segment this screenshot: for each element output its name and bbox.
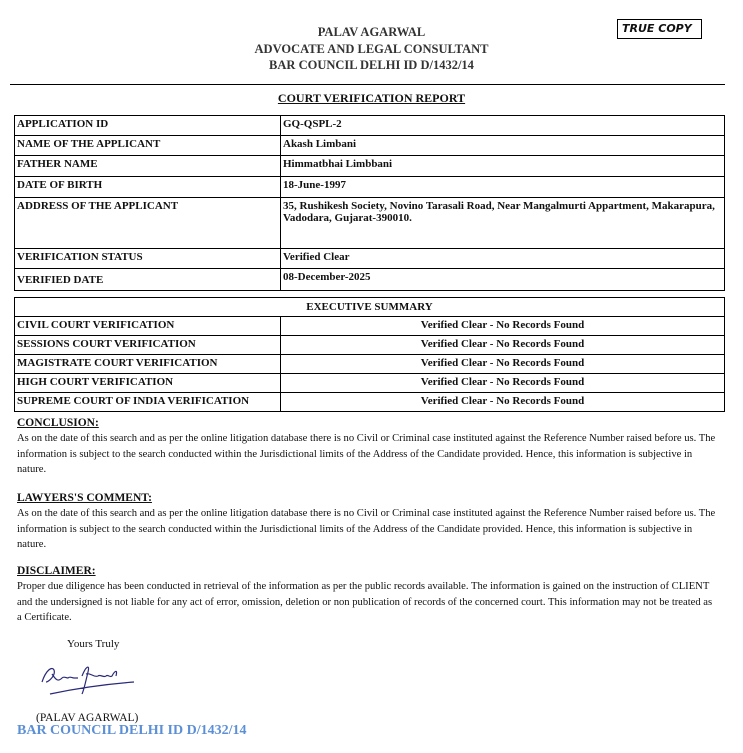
court-label: MAGISTRATE COURT VERIFICATION <box>15 355 281 374</box>
field-label: NAME OF THE APPLICANT <box>15 136 281 156</box>
field-label: VERIFIED DATE <box>15 269 281 291</box>
table-row <box>15 156 725 177</box>
table-row <box>15 249 725 269</box>
disclaimer-text: Proper due diligence has been conducted in retrieval of the information as per the public records available. The information is gained on the instruction of CLIENT and the undersigned is not liable for any act of error, omission, deletion or non publication of records of the concerned court. This information may not be treated as a Certificate. <box>17 581 713 623</box>
closing-salutation: Yours Truly <box>67 638 120 650</box>
table-row <box>15 198 725 249</box>
field-value: 18-June-1997 <box>281 177 725 198</box>
executive-summary-table <box>14 297 725 412</box>
table-row <box>15 116 725 136</box>
court-label: SUPREME COURT OF INDIA VERIFICATION <box>15 393 281 412</box>
summary-heading: EXECUTIVE SUMMARY <box>15 298 725 317</box>
conclusion-text: As on the date of this search and as per the online litigation database there is no Civil or Criminal case instituted against the Reference Number raised before us. The information is subject to the search conducted within the Jurisdictional limits of the Address of the Candidate provided. Hence, this information is subjective in nature. <box>17 433 716 475</box>
field-label: ADDRESS OF THE APPLICANT <box>15 198 281 249</box>
field-value: 08-December-2025 <box>281 269 725 291</box>
field-value: 35, Rushikesh Society, Novino Tarasali Road, Near Mangalmurti Appartment, Makarapura, Vadodara, Gujarat-390010. <box>281 198 725 249</box>
court-result: Verified Clear - No Records Found <box>281 317 725 336</box>
table-row <box>15 374 725 393</box>
field-value: Akash Limbani <box>281 136 725 156</box>
table-row <box>15 136 725 156</box>
signature-image <box>38 660 138 705</box>
lawyers-comment-text: As on the date of this search and as per the online litigation database there is no Civil or Criminal case instituted against the Reference Number raised before us. The information is subject to the search conducted within the Jurisdictional limits of the Address of the Candidate provided. Hence, this information is subjective in nature. <box>17 508 716 550</box>
court-label: CIVIL COURT VERIFICATION <box>15 317 281 336</box>
header-divider <box>10 84 725 85</box>
applicant-details-table <box>14 115 725 291</box>
lawyers-comment-section <box>17 490 717 553</box>
court-label: SESSIONS COURT VERIFICATION <box>15 336 281 355</box>
lawyers-comment-heading: LAWYERS'S COMMENT: <box>17 492 152 504</box>
table-row <box>15 317 725 336</box>
field-value: Verified Clear <box>281 249 725 269</box>
field-label: VERIFICATION STATUS <box>15 249 281 269</box>
true-copy-stamp: TRUE COPY <box>617 19 702 39</box>
court-result: Verified Clear - No Records Found <box>281 336 725 355</box>
court-result: Verified Clear - No Records Found <box>281 374 725 393</box>
signatory-name: (PALAV AGARWAL) <box>36 712 139 724</box>
court-result: Verified Clear - No Records Found <box>281 355 725 374</box>
court-result: Verified Clear - No Records Found <box>281 393 725 412</box>
report-title: COURT VERIFICATION REPORT <box>277 91 466 105</box>
table-row <box>15 177 725 198</box>
conclusion-section <box>17 415 717 478</box>
field-value: Himmatbhai Limbbani <box>281 156 725 177</box>
disclaimer-heading: DISCLAIMER: <box>17 565 96 577</box>
table-row <box>15 336 725 355</box>
advocate-name: PALAV AGARWAL <box>317 25 426 39</box>
table-row <box>15 355 725 374</box>
court-label: HIGH COURT VERIFICATION <box>15 374 281 393</box>
table-row <box>15 269 725 291</box>
conclusion-heading: CONCLUSION: <box>17 417 99 429</box>
field-label: FATHER NAME <box>15 156 281 177</box>
advocate-id: BAR COUNCIL DELHI ID D/1432/14 <box>269 58 474 72</box>
disclaimer-section <box>17 563 717 626</box>
signatory-bar-council-id: BAR COUNCIL DELHI ID D/1432/14 <box>17 723 247 738</box>
advocate-designation: ADVOCATE AND LEGAL CONSULTANT <box>254 41 489 56</box>
field-label: DATE OF BIRTH <box>15 177 281 198</box>
table-row <box>15 393 725 412</box>
field-value: GQ-QSPL-2 <box>281 116 725 136</box>
field-label: APPLICATION ID <box>15 116 281 136</box>
